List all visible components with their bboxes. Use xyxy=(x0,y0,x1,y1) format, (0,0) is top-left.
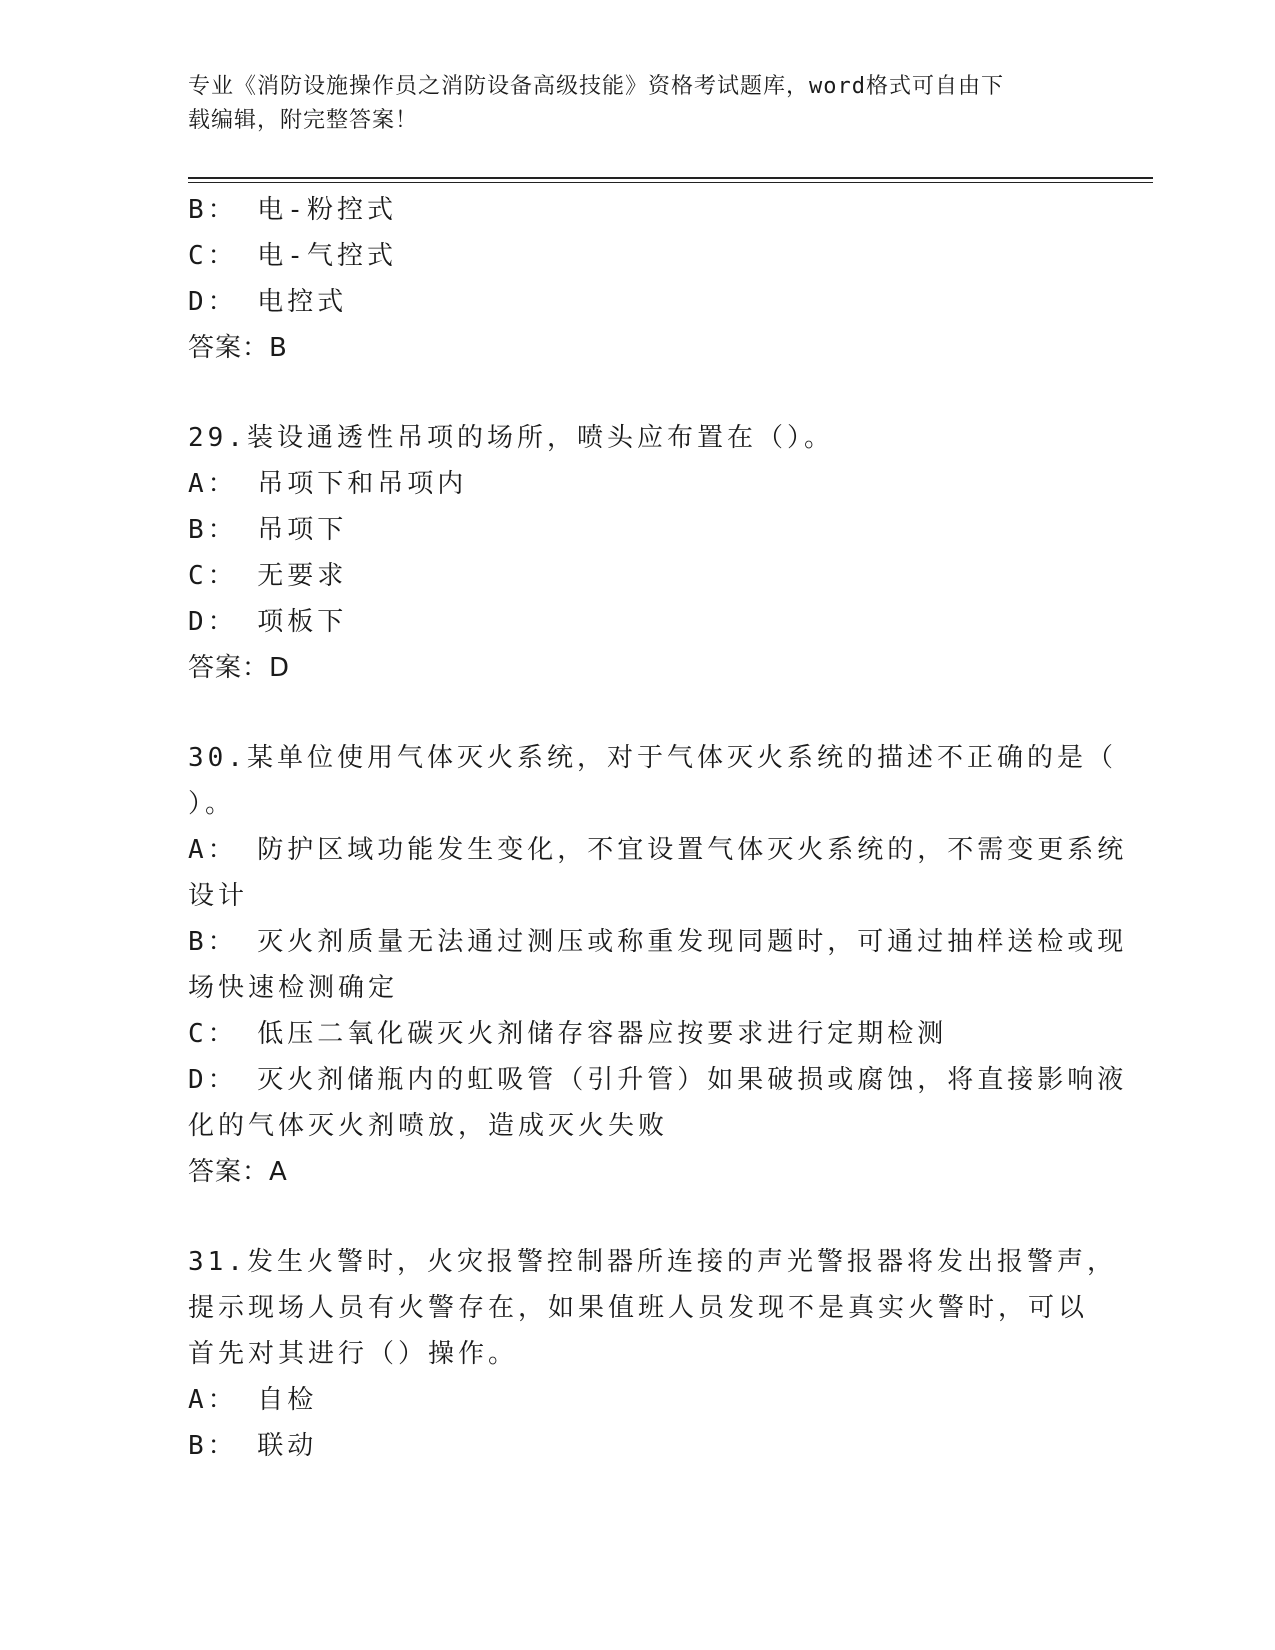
option-a: A： 吊项下和吊项内 xyxy=(188,469,468,499)
question-31 xyxy=(188,1239,1117,1469)
spacer xyxy=(188,1195,1088,1239)
option-d-line-1: D： 灭火剂储瓶内的虹吸管（引升管）如果破损或腐蚀，将直接影响液 xyxy=(188,1065,1128,1095)
option-c: C： 无要求 xyxy=(188,561,348,591)
question-stem-line-2: 提示现场人员有火警存在，如果值班人员发现不是真实火警时，可以 xyxy=(188,1293,1089,1323)
header-line-1: 专业《消防设施操作员之消防设备高级技能》资格考试题库，word格式可自由下 xyxy=(188,74,1004,99)
spacer xyxy=(188,691,1088,735)
question-stem-line-1: 31.发生火警时，火灾报警控制器所连接的声光警报器将发出报警声， xyxy=(188,1247,1117,1277)
spacer xyxy=(188,371,1088,415)
header-line-2: 载编辑，附完整答案！ xyxy=(188,108,419,133)
question-list xyxy=(188,187,1128,1469)
question-stem-line-3: 首先对其进行（）操作。 xyxy=(188,1339,519,1369)
question-29 xyxy=(188,415,1088,691)
option-a: A： 自检 xyxy=(188,1385,318,1415)
question-stem: 29.装设通透性吊项的场所，喷头应布置在（）。 xyxy=(188,423,834,453)
question-stem-line-2: ）。 xyxy=(188,789,236,819)
option-a-line-1: A： 防护区域功能发生变化，不宜设置气体灭火系统的，不需变更系统 xyxy=(188,835,1128,865)
document-header xyxy=(188,70,1068,138)
option-b-line-2: 场快速检测确定 xyxy=(188,973,399,1003)
option-d: D： 项板下 xyxy=(188,607,348,637)
question-28-tail xyxy=(188,187,1088,371)
answer: 答案：A xyxy=(188,1157,288,1187)
option-c: C： 电-气控式 xyxy=(188,241,397,271)
option-b: B： 联动 xyxy=(188,1431,318,1461)
answer: 答案：D xyxy=(188,653,291,683)
option-b: B： 电-粉控式 xyxy=(188,195,397,225)
option-d: D： 电控式 xyxy=(188,287,348,317)
answer: 答案：B xyxy=(188,333,288,363)
option-b: B： 吊项下 xyxy=(188,515,348,545)
option-d-line-2: 化的气体灭火剂喷放，造成灭火失败 xyxy=(188,1111,669,1141)
question-stem-line-1: 30.某单位使用气体灭火系统，对于气体灭火系统的描述不正确的是（ xyxy=(188,743,1117,773)
option-c: C： 低压二氧化碳灭火剂储存容器应按要求进行定期检测 xyxy=(188,1019,948,1049)
question-30 xyxy=(188,735,1128,1195)
header-divider xyxy=(188,177,1153,183)
option-a-line-2: 设计 xyxy=(188,881,249,911)
option-b-line-1: B： 灭火剂质量无法通过测压或称重发现同题时，可通过抽样送检或现 xyxy=(188,927,1128,957)
